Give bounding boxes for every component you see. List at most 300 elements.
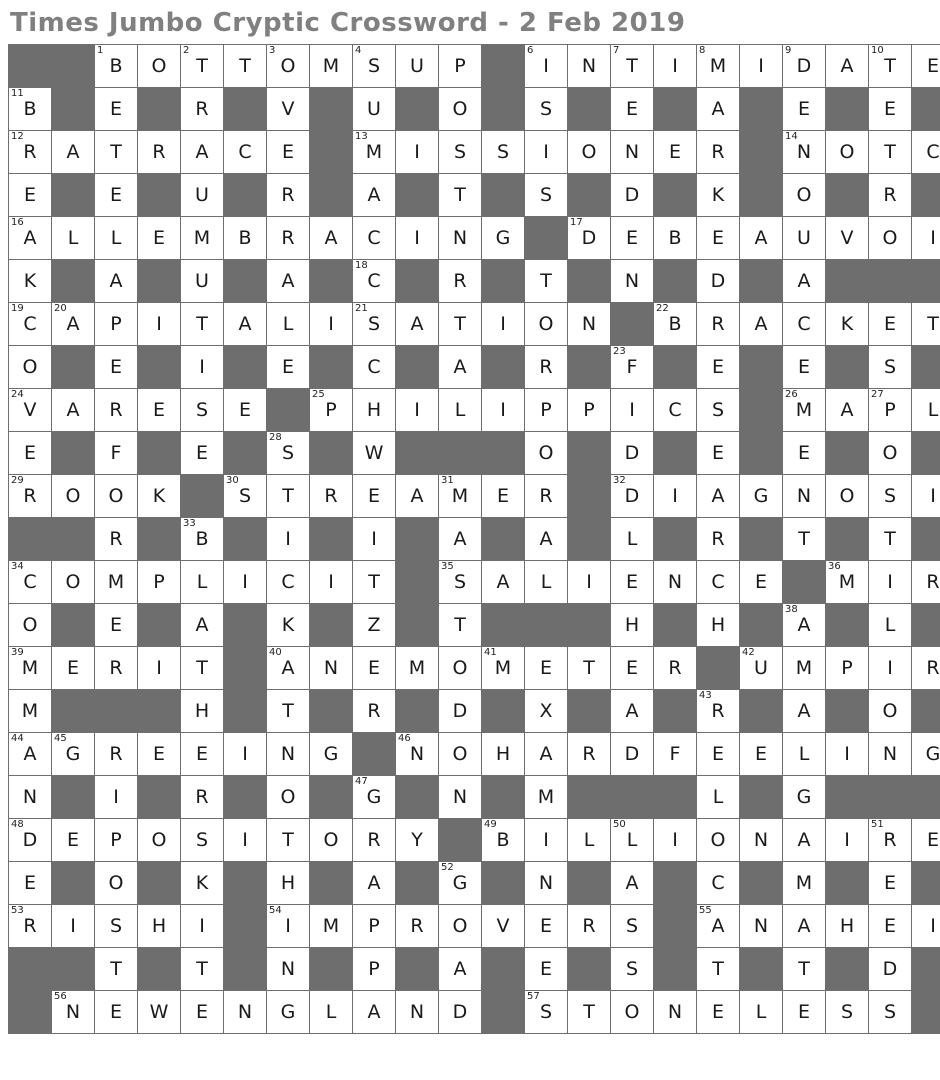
grid-cell[interactable] <box>611 518 654 561</box>
grid-cell[interactable] <box>9 475 52 518</box>
grid-cell[interactable] <box>826 647 869 690</box>
grid-cell[interactable] <box>353 88 396 131</box>
grid-cell[interactable] <box>181 303 224 346</box>
grid-cell[interactable] <box>95 991 138 1034</box>
grid-cell[interactable] <box>310 991 353 1034</box>
grid-cell[interactable] <box>654 389 697 432</box>
grid-cell[interactable] <box>9 346 52 389</box>
grid-cell[interactable] <box>138 733 181 776</box>
grid-cell[interactable] <box>181 647 224 690</box>
grid-cell[interactable] <box>783 905 826 948</box>
grid-cell[interactable] <box>783 948 826 991</box>
grid-cell[interactable] <box>353 518 396 561</box>
grid-cell[interactable] <box>224 561 267 604</box>
grid-cell[interactable] <box>525 346 568 389</box>
grid-cell[interactable] <box>95 346 138 389</box>
grid-cell[interactable] <box>181 389 224 432</box>
grid-cell[interactable] <box>482 303 525 346</box>
grid-cell[interactable] <box>267 303 310 346</box>
grid-cell[interactable] <box>525 131 568 174</box>
grid-cell[interactable] <box>869 518 912 561</box>
grid-cell[interactable] <box>267 174 310 217</box>
grid-cell[interactable] <box>869 690 912 733</box>
grid-cell[interactable] <box>654 991 697 1034</box>
grid-cell[interactable] <box>826 303 869 346</box>
grid-cell[interactable] <box>181 862 224 905</box>
grid-cell[interactable] <box>697 389 740 432</box>
grid-cell[interactable] <box>95 389 138 432</box>
grid-cell[interactable] <box>267 260 310 303</box>
grid-cell[interactable] <box>611 862 654 905</box>
grid-cell[interactable] <box>697 690 740 733</box>
grid-cell[interactable] <box>138 991 181 1034</box>
grid-cell[interactable] <box>353 303 396 346</box>
grid-cell[interactable] <box>611 432 654 475</box>
grid-cell[interactable] <box>740 475 783 518</box>
grid-cell[interactable] <box>740 991 783 1034</box>
grid-cell[interactable] <box>912 475 940 518</box>
grid-cell[interactable] <box>353 690 396 733</box>
grid-cell[interactable] <box>697 561 740 604</box>
grid-cell[interactable] <box>267 776 310 819</box>
grid-cell[interactable] <box>525 690 568 733</box>
grid-cell[interactable] <box>396 819 439 862</box>
grid-cell[interactable] <box>353 776 396 819</box>
grid-cell[interactable] <box>654 131 697 174</box>
grid-cell[interactable] <box>568 217 611 260</box>
grid-cell[interactable] <box>697 604 740 647</box>
grid-cell[interactable] <box>310 561 353 604</box>
grid-cell[interactable] <box>568 905 611 948</box>
grid-cell[interactable] <box>740 45 783 88</box>
grid-cell[interactable] <box>439 389 482 432</box>
grid-cell[interactable] <box>654 45 697 88</box>
grid-cell[interactable] <box>783 991 826 1034</box>
grid-cell[interactable] <box>439 776 482 819</box>
grid-cell[interactable] <box>611 819 654 862</box>
grid-cell[interactable] <box>697 303 740 346</box>
grid-cell[interactable] <box>267 88 310 131</box>
grid-cell[interactable] <box>9 905 52 948</box>
grid-cell[interactable] <box>353 475 396 518</box>
grid-cell[interactable] <box>697 733 740 776</box>
grid-cell[interactable] <box>181 604 224 647</box>
grid-cell[interactable] <box>912 303 940 346</box>
grid-cell[interactable] <box>439 217 482 260</box>
grid-cell[interactable] <box>439 174 482 217</box>
grid-cell[interactable] <box>181 733 224 776</box>
grid-cell[interactable] <box>869 45 912 88</box>
grid-cell[interactable] <box>697 88 740 131</box>
grid-cell[interactable] <box>697 260 740 303</box>
grid-cell[interactable] <box>697 862 740 905</box>
grid-cell[interactable] <box>181 174 224 217</box>
grid-cell[interactable] <box>181 217 224 260</box>
grid-cell[interactable] <box>9 862 52 905</box>
grid-cell[interactable] <box>869 604 912 647</box>
grid-cell[interactable] <box>525 647 568 690</box>
grid-cell[interactable] <box>52 217 95 260</box>
grid-cell[interactable] <box>525 303 568 346</box>
grid-cell[interactable] <box>95 174 138 217</box>
grid-cell[interactable] <box>869 174 912 217</box>
grid-cell[interactable] <box>783 475 826 518</box>
grid-cell[interactable] <box>611 217 654 260</box>
grid-cell[interactable] <box>611 991 654 1034</box>
grid-cell[interactable] <box>697 432 740 475</box>
grid-cell[interactable] <box>138 389 181 432</box>
grid-cell[interactable] <box>611 260 654 303</box>
grid-cell[interactable] <box>224 733 267 776</box>
grid-cell[interactable] <box>826 991 869 1034</box>
grid-cell[interactable] <box>267 647 310 690</box>
grid-cell[interactable] <box>783 862 826 905</box>
grid-cell[interactable] <box>869 131 912 174</box>
grid-cell[interactable] <box>654 819 697 862</box>
grid-cell[interactable] <box>95 217 138 260</box>
grid-cell[interactable] <box>869 862 912 905</box>
grid-cell[interactable] <box>783 776 826 819</box>
grid-cell[interactable] <box>310 303 353 346</box>
grid-cell[interactable] <box>95 905 138 948</box>
grid-cell[interactable] <box>869 647 912 690</box>
grid-cell[interactable] <box>9 561 52 604</box>
grid-cell[interactable] <box>869 819 912 862</box>
grid-cell[interactable] <box>439 690 482 733</box>
grid-cell[interactable] <box>568 819 611 862</box>
grid-cell[interactable] <box>224 819 267 862</box>
grid-cell[interactable] <box>611 475 654 518</box>
grid-cell[interactable] <box>439 561 482 604</box>
grid-cell[interactable] <box>525 475 568 518</box>
grid-cell[interactable] <box>482 389 525 432</box>
grid-cell[interactable] <box>826 45 869 88</box>
grid-cell[interactable] <box>525 905 568 948</box>
grid-cell[interactable] <box>353 217 396 260</box>
grid-cell[interactable] <box>138 905 181 948</box>
grid-cell[interactable] <box>439 475 482 518</box>
grid-cell[interactable] <box>439 131 482 174</box>
grid-cell[interactable] <box>396 647 439 690</box>
grid-cell[interactable] <box>783 432 826 475</box>
grid-cell[interactable] <box>611 647 654 690</box>
grid-cell[interactable] <box>482 819 525 862</box>
grid-cell[interactable] <box>353 346 396 389</box>
grid-cell[interactable] <box>869 905 912 948</box>
grid-cell[interactable] <box>611 346 654 389</box>
grid-cell[interactable] <box>224 991 267 1034</box>
grid-cell[interactable] <box>267 432 310 475</box>
grid-cell[interactable] <box>826 389 869 432</box>
grid-cell[interactable] <box>52 389 95 432</box>
grid-cell[interactable] <box>52 647 95 690</box>
grid-cell[interactable] <box>568 991 611 1034</box>
grid-cell[interactable] <box>353 647 396 690</box>
grid-cell[interactable] <box>396 389 439 432</box>
grid-cell[interactable] <box>353 905 396 948</box>
grid-cell[interactable] <box>181 819 224 862</box>
grid-cell[interactable] <box>267 733 310 776</box>
grid-cell[interactable] <box>439 260 482 303</box>
grid-cell[interactable] <box>654 217 697 260</box>
grid-cell[interactable] <box>568 45 611 88</box>
grid-cell[interactable] <box>568 389 611 432</box>
grid-cell[interactable] <box>181 131 224 174</box>
grid-cell[interactable] <box>353 561 396 604</box>
grid-cell[interactable] <box>267 45 310 88</box>
grid-cell[interactable] <box>740 217 783 260</box>
grid-cell[interactable] <box>267 948 310 991</box>
grid-cell[interactable] <box>9 174 52 217</box>
grid-cell[interactable] <box>869 948 912 991</box>
grid-cell[interactable] <box>310 819 353 862</box>
grid-cell[interactable] <box>525 819 568 862</box>
grid-cell[interactable] <box>267 905 310 948</box>
grid-cell[interactable] <box>310 905 353 948</box>
grid-cell[interactable] <box>697 131 740 174</box>
grid-cell[interactable] <box>181 776 224 819</box>
grid-cell[interactable] <box>697 776 740 819</box>
grid-cell[interactable] <box>869 88 912 131</box>
grid-cell[interactable] <box>310 647 353 690</box>
grid-cell[interactable] <box>740 561 783 604</box>
grid-cell[interactable] <box>697 819 740 862</box>
grid-cell[interactable] <box>697 174 740 217</box>
grid-cell[interactable] <box>783 733 826 776</box>
grid-cell[interactable] <box>95 303 138 346</box>
grid-cell[interactable] <box>224 303 267 346</box>
grid-cell[interactable] <box>568 647 611 690</box>
grid-cell[interactable] <box>525 862 568 905</box>
grid-cell[interactable] <box>654 561 697 604</box>
grid-cell[interactable] <box>138 217 181 260</box>
grid-cell[interactable] <box>181 561 224 604</box>
grid-cell[interactable] <box>568 733 611 776</box>
grid-cell[interactable] <box>482 131 525 174</box>
grid-cell[interactable] <box>224 45 267 88</box>
grid-cell[interactable] <box>267 690 310 733</box>
grid-cell[interactable] <box>353 432 396 475</box>
grid-cell[interactable] <box>439 303 482 346</box>
grid-cell[interactable] <box>95 819 138 862</box>
grid-cell[interactable] <box>9 776 52 819</box>
grid-cell[interactable] <box>396 905 439 948</box>
grid-cell[interactable] <box>439 518 482 561</box>
grid-cell[interactable] <box>869 303 912 346</box>
grid-cell[interactable] <box>525 45 568 88</box>
grid-cell[interactable] <box>181 991 224 1034</box>
grid-cell[interactable] <box>482 475 525 518</box>
grid-cell[interactable] <box>9 131 52 174</box>
grid-cell[interactable] <box>740 905 783 948</box>
grid-cell[interactable] <box>783 174 826 217</box>
grid-cell[interactable] <box>697 991 740 1034</box>
grid-cell[interactable] <box>525 88 568 131</box>
grid-cell[interactable] <box>697 217 740 260</box>
grid-cell[interactable] <box>138 561 181 604</box>
grid-cell[interactable] <box>740 303 783 346</box>
grid-cell[interactable] <box>439 88 482 131</box>
grid-cell[interactable] <box>267 819 310 862</box>
grid-cell[interactable] <box>310 475 353 518</box>
grid-cell[interactable] <box>138 303 181 346</box>
grid-cell[interactable] <box>826 217 869 260</box>
grid-cell[interactable] <box>52 131 95 174</box>
grid-cell[interactable] <box>396 217 439 260</box>
grid-cell[interactable] <box>611 389 654 432</box>
grid-cell[interactable] <box>181 260 224 303</box>
grid-cell[interactable] <box>353 862 396 905</box>
grid-cell[interactable] <box>826 475 869 518</box>
grid-cell[interactable] <box>95 260 138 303</box>
grid-cell[interactable] <box>568 131 611 174</box>
grid-cell[interactable] <box>52 991 95 1034</box>
grid-cell[interactable] <box>783 647 826 690</box>
grid-cell[interactable] <box>52 561 95 604</box>
grid-cell[interactable] <box>439 346 482 389</box>
grid-cell[interactable] <box>568 303 611 346</box>
grid-cell[interactable] <box>95 561 138 604</box>
grid-cell[interactable] <box>9 303 52 346</box>
grid-cell[interactable] <box>353 174 396 217</box>
grid-cell[interactable] <box>869 346 912 389</box>
grid-cell[interactable] <box>52 475 95 518</box>
grid-cell[interactable] <box>9 604 52 647</box>
grid-cell[interactable] <box>95 647 138 690</box>
grid-cell[interactable] <box>869 389 912 432</box>
grid-cell[interactable] <box>9 389 52 432</box>
grid-cell[interactable] <box>654 647 697 690</box>
grid-cell[interactable] <box>181 905 224 948</box>
grid-cell[interactable] <box>654 475 697 518</box>
grid-cell[interactable] <box>224 475 267 518</box>
grid-cell[interactable] <box>525 991 568 1034</box>
grid-cell[interactable] <box>396 733 439 776</box>
grid-cell[interactable] <box>181 690 224 733</box>
grid-cell[interactable] <box>95 948 138 991</box>
grid-cell[interactable] <box>95 776 138 819</box>
grid-cell[interactable] <box>439 45 482 88</box>
grid-cell[interactable] <box>525 776 568 819</box>
grid-cell[interactable] <box>826 905 869 948</box>
grid-cell[interactable] <box>783 389 826 432</box>
grid-cell[interactable] <box>525 561 568 604</box>
grid-cell[interactable] <box>826 131 869 174</box>
grid-cell[interactable] <box>439 862 482 905</box>
grid-cell[interactable] <box>826 561 869 604</box>
grid-cell[interactable] <box>525 432 568 475</box>
grid-cell[interactable] <box>396 475 439 518</box>
grid-cell[interactable] <box>95 518 138 561</box>
grid-cell[interactable] <box>869 475 912 518</box>
grid-cell[interactable] <box>9 217 52 260</box>
grid-cell[interactable] <box>267 346 310 389</box>
grid-cell[interactable] <box>482 217 525 260</box>
grid-cell[interactable] <box>611 131 654 174</box>
grid-cell[interactable] <box>439 733 482 776</box>
grid-cell[interactable] <box>525 948 568 991</box>
grid-cell[interactable] <box>611 604 654 647</box>
grid-cell[interactable] <box>439 604 482 647</box>
grid-cell[interactable] <box>611 174 654 217</box>
grid-cell[interactable] <box>396 45 439 88</box>
grid-cell[interactable] <box>52 733 95 776</box>
grid-cell[interactable] <box>95 45 138 88</box>
grid-cell[interactable] <box>697 518 740 561</box>
grid-cell[interactable] <box>224 217 267 260</box>
grid-cell[interactable] <box>740 819 783 862</box>
grid-cell[interactable] <box>783 690 826 733</box>
grid-cell[interactable] <box>267 991 310 1034</box>
grid-cell[interactable] <box>912 905 940 948</box>
grid-cell[interactable] <box>353 260 396 303</box>
grid-cell[interactable] <box>95 733 138 776</box>
grid-cell[interactable] <box>869 561 912 604</box>
grid-cell[interactable] <box>267 131 310 174</box>
grid-cell[interactable] <box>396 303 439 346</box>
grid-cell[interactable] <box>138 131 181 174</box>
grid-cell[interactable] <box>138 45 181 88</box>
grid-cell[interactable] <box>310 217 353 260</box>
grid-cell[interactable] <box>353 389 396 432</box>
grid-cell[interactable] <box>783 604 826 647</box>
grid-cell[interactable] <box>52 819 95 862</box>
grid-cell[interactable] <box>740 647 783 690</box>
grid-cell[interactable] <box>353 991 396 1034</box>
grid-cell[interactable] <box>525 260 568 303</box>
grid-cell[interactable] <box>568 561 611 604</box>
grid-cell[interactable] <box>9 432 52 475</box>
grid-cell[interactable] <box>611 45 654 88</box>
grid-cell[interactable] <box>869 991 912 1034</box>
grid-cell[interactable] <box>783 518 826 561</box>
grid-cell[interactable] <box>482 905 525 948</box>
grid-cell[interactable] <box>783 819 826 862</box>
grid-cell[interactable] <box>439 647 482 690</box>
grid-cell[interactable] <box>267 604 310 647</box>
grid-cell[interactable] <box>869 217 912 260</box>
grid-cell[interactable] <box>267 475 310 518</box>
grid-cell[interactable] <box>181 518 224 561</box>
grid-cell[interactable] <box>912 45 940 88</box>
grid-cell[interactable] <box>310 733 353 776</box>
grid-cell[interactable] <box>95 475 138 518</box>
grid-cell[interactable] <box>525 389 568 432</box>
grid-cell[interactable] <box>138 819 181 862</box>
grid-cell[interactable] <box>912 561 940 604</box>
grid-cell[interactable] <box>912 389 940 432</box>
grid-cell[interactable] <box>181 45 224 88</box>
grid-cell[interactable] <box>826 733 869 776</box>
grid-cell[interactable] <box>525 518 568 561</box>
grid-cell[interactable] <box>9 647 52 690</box>
grid-cell[interactable] <box>181 88 224 131</box>
grid-cell[interactable] <box>267 518 310 561</box>
grid-cell[interactable] <box>912 819 940 862</box>
grid-cell[interactable] <box>310 389 353 432</box>
grid-cell[interactable] <box>138 647 181 690</box>
grid-cell[interactable] <box>697 905 740 948</box>
grid-cell[interactable] <box>783 88 826 131</box>
grid-cell[interactable] <box>697 45 740 88</box>
grid-cell[interactable] <box>912 217 940 260</box>
grid-cell[interactable] <box>611 561 654 604</box>
grid-cell[interactable] <box>95 604 138 647</box>
grid-cell[interactable] <box>611 948 654 991</box>
grid-cell[interactable] <box>439 948 482 991</box>
grid-cell[interactable] <box>869 432 912 475</box>
grid-cell[interactable] <box>482 733 525 776</box>
